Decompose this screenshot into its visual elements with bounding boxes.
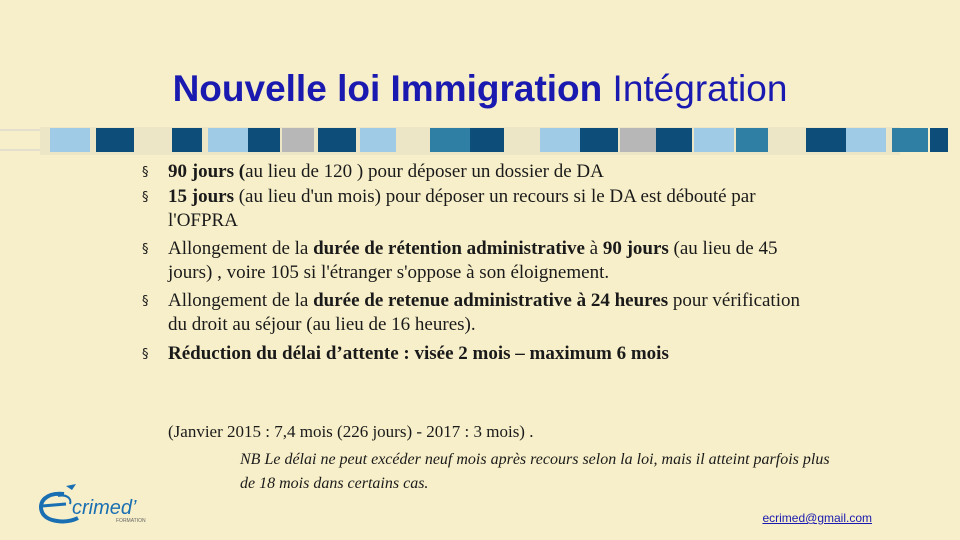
bullet-bold: Réduction du délai d’attente : visée 2 mois – maximum 6 mois [168, 342, 669, 364]
bullet-text: (au lieu d'un mois) pour déposer un recours si le DA est débouté par l'OFPRA [168, 185, 756, 231]
bullet-text: pour vérification du droit au séjour (au lieu de 16 heures). [168, 289, 800, 335]
bullet-square-icon: § [142, 189, 149, 205]
list-item [142, 185, 802, 234]
title-bold: Nouvelle loi Immigration [172, 68, 603, 109]
bullet-text: Allongement de la [168, 289, 314, 311]
bullet-square-icon: § [142, 346, 149, 362]
bullet-list [142, 160, 802, 369]
bullet-text: à [584, 237, 603, 259]
bullet-bold: durée de retenue administrative à 24 heures [313, 289, 669, 311]
bullet-square-icon: § [142, 241, 149, 257]
list-item [142, 342, 802, 367]
email-link[interactable]: ecrimed@gmail.com [762, 511, 872, 525]
list-item [142, 160, 802, 185]
sub-note: (Janvier 2015 : 7,4 mois (226 jours) - 2017 : 3 mois) . [168, 422, 534, 441]
title-normal: Intégration [612, 68, 788, 109]
logo-wordmark: crimed’ [72, 497, 137, 519]
list-item [142, 289, 802, 338]
bullet-text: (au lieu de 45 jours) , voire 105 si l'étranger s'oppose à son éloignement. [168, 237, 778, 283]
bullet-bold: 90 jours ( [168, 161, 246, 182]
bullet-square-icon: § [142, 165, 149, 180]
bullet-text: au lieu de 120 ) pour déposer un dossier de DA [245, 161, 604, 182]
slide-title [0, 64, 960, 114]
bullet-square-icon: § [142, 293, 149, 309]
list-item [142, 237, 802, 286]
decorative-band [0, 126, 960, 156]
bullet-text: Allongement de la [168, 237, 314, 259]
logo-tagline: FORMATION [116, 518, 146, 524]
bullet-bold: 90 jours [602, 237, 669, 259]
ecrimed-logo [36, 484, 166, 528]
nb-note: NB Le délai ne peut excéder neuf mois après recours selon la loi, mais il atteint parfois plus de 18 mois dans certains cas. [240, 451, 830, 492]
bullet-bold: 15 jours [168, 185, 234, 207]
bullet-bold: durée de rétention administrative [313, 237, 585, 259]
